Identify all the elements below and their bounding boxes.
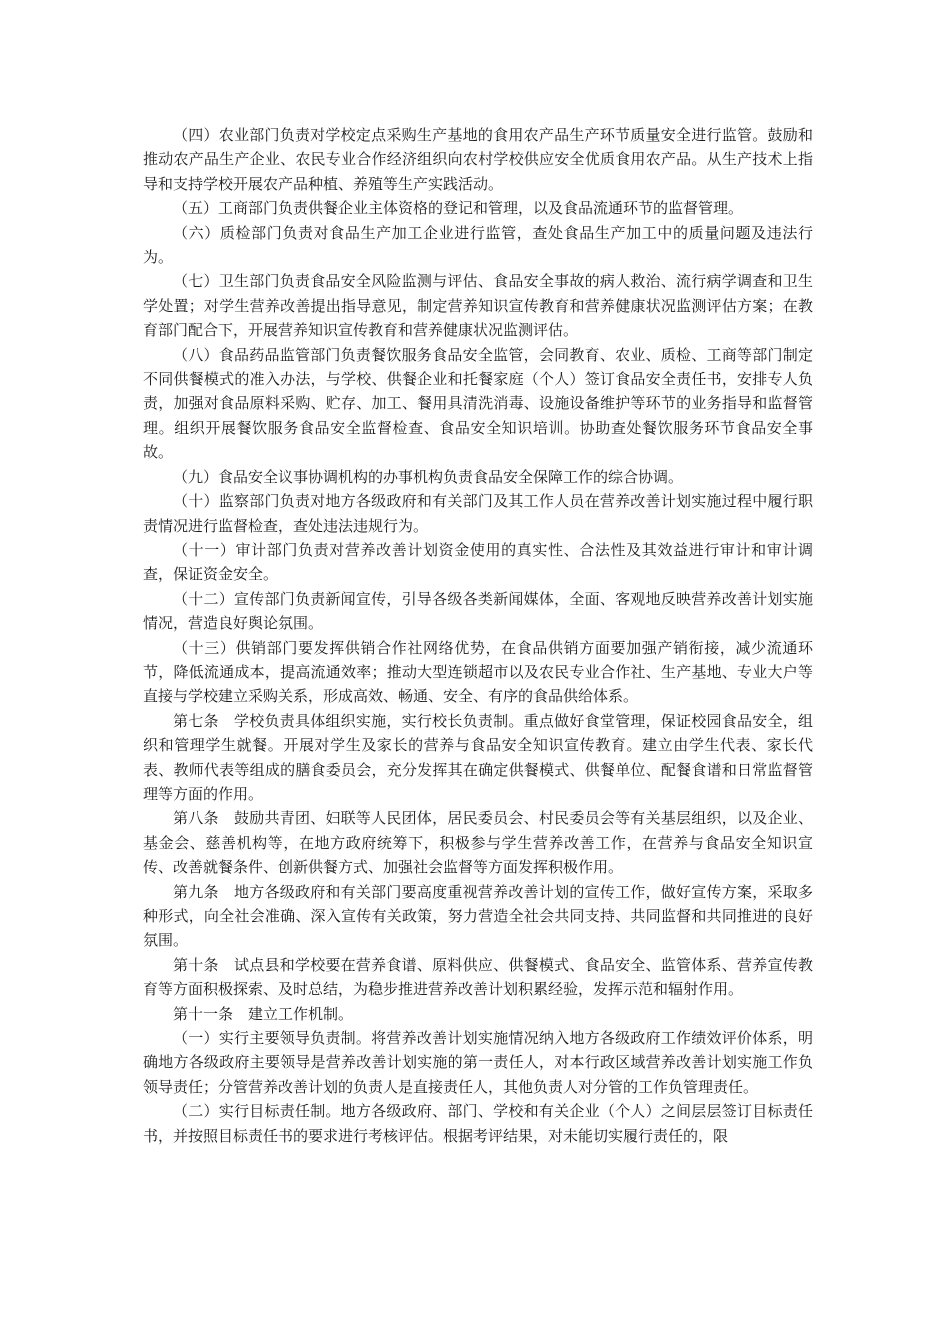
- paragraph-supervision-dept: （十）监察部门负责对地方各级政府和有关部门及其工作人员在营养改善计划实施过程中履行职责情况进行监督检查，查处违法违规行为。: [143, 492, 813, 535]
- paragraph-article-7: 第七条 学校负责具体组织实施，实行校长负责制。重点做好食堂管理，保证校园食品安全，组织和管理学生就餐。开展对学生及家长的营养与食品安全知识宣传教育。建立由学生代表、家长代表、教师代表等组成的膳食委员会，充分发挥其在确定供餐模式、供餐单位、配餐食谱和日常监督管理等方面的作用。: [143, 711, 813, 803]
- paragraph-article-9: 第九条 地方各级政府和有关部门要高度重视营养改善计划的宣传工作，做好宣传方案，采取多种形式，向全社会准确、深入宣传有关政策，努力营造全社会共同支持、共同监督和共同推进的良好氛围。: [143, 882, 813, 950]
- paragraph-target-responsibility: （二）实行目标责任制。地方各级政府、部门、学校和有关企业（个人）之间层层签订目标责任书，并按照目标责任书的要求进行考核评估。根据考评结果，对未能切实履行责任的，限: [143, 1102, 813, 1145]
- paragraph-supply-marketing-dept: （十三）供销部门要发挥供销合作社网络优势，在食品供销方面要加强产销衔接，减少流通环节，降低流通成本，提高流通效率；推动大型连锁超市以及农民专业合作社、生产基地、专业大户等直接与学校建立采购关系，形成高效、畅通、安全、有序的食品供给体系。: [143, 638, 813, 706]
- paragraph-food-drug-dept: （八）食品药品监管部门负责餐饮服务食品安全监管，会同教育、农业、质检、工商等部门制定不同供餐模式的准入办法，与学校、供餐企业和托餐家庭（个人）签订食品安全责任书，安排专人负责，加强对食品原料采购、贮存、加工、餐用具清洗消毒、设施设备维护等环节的业务指导和监督管理。组织开展餐饮服务食品安全监督检查、食品安全知识培训。协助查处餐饮服务环节食品安全事故。: [143, 345, 813, 462]
- paragraph-quality-inspection-dept: （六）质检部门负责对食品生产加工企业进行监管，查处食品生产加工中的质量问题及违法行为。: [143, 223, 813, 267]
- paragraph-industry-commerce-dept: （五）工商部门负责供餐企业主体资格的登记和管理，以及食品流通环节的监督管理。: [173, 199, 744, 218]
- paragraph-audit-dept: （十一）审计部门负责对营养改善计划资金使用的真实性、合法性及其效益进行审计和审计调查，保证资金安全。: [143, 540, 813, 584]
- paragraph-article-10: 第十条 试点县和学校要在营养食谱、原料供应、供餐模式、食品安全、监管体系、营养宣传教育等方面积极探索、及时总结，为稳步推进营养改善计划积累经验，发挥示范和辐射作用。: [143, 955, 813, 999]
- paragraph-article-11: 第十一条 建立工作机制。: [173, 1004, 354, 1023]
- paragraph-article-8: 第八条 鼓励共青团、妇联等人民团体，居民委员会、村民委员会等有关基层组织，以及企业、基金会、慈善机构等，在地方政府统筹下，积极参与学生营养改善工作，在营养与食品安全知识宣传、改善就餐条件、创新供餐方式、加强社会监督等方面发挥积极作用。: [143, 809, 813, 877]
- paragraph-health-dept: （七）卫生部门负责食品安全风险监测与评估、食品安全事故的病人救治、流行病学调查和卫生学处置；对学生营养改善提出指导意见，制定营养知识宣传教育和营养健康状况监测评估方案；在教育部门配合下，开展营养知识宣传教育和营养健康状况监测评估。: [143, 272, 813, 340]
- paragraph-leadership-responsibility: （一）实行主要领导负责制。将营养改善计划实施情况纳入地方各级政府工作绩效评价体系，明确地方各级政府主要领导是营养改善计划实施的第一责任人，对本行政区域营养改善计划实施工作负领导责任；分管营养改善计划的负责人是直接责任人，其他负责人对分管的工作负管理责任。: [143, 1029, 813, 1096]
- paragraph-publicity-dept: （十二）宣传部门负责新闻宣传，引导各级各类新闻媒体，全面、客观地反映营养改善计划实施情况，营造良好舆论氛围。: [143, 589, 813, 633]
- document-body: [143, 123, 813, 1148]
- paragraph-food-safety-committee: （九）食品安全议事协调机构的办事机构负责食品安全保障工作的综合协调。: [173, 467, 684, 486]
- paragraph-agriculture-dept: （四）农业部门负责对学校定点采购生产基地的食用农产品生产环节质量安全进行监管。鼓励和推动农产品生产企业、农民专业合作经济组织向农村学校供应安全优质食用农产品。从生产技术上指导和支持学校开展农产品种植、养殖等生产实践活动。: [143, 126, 813, 193]
